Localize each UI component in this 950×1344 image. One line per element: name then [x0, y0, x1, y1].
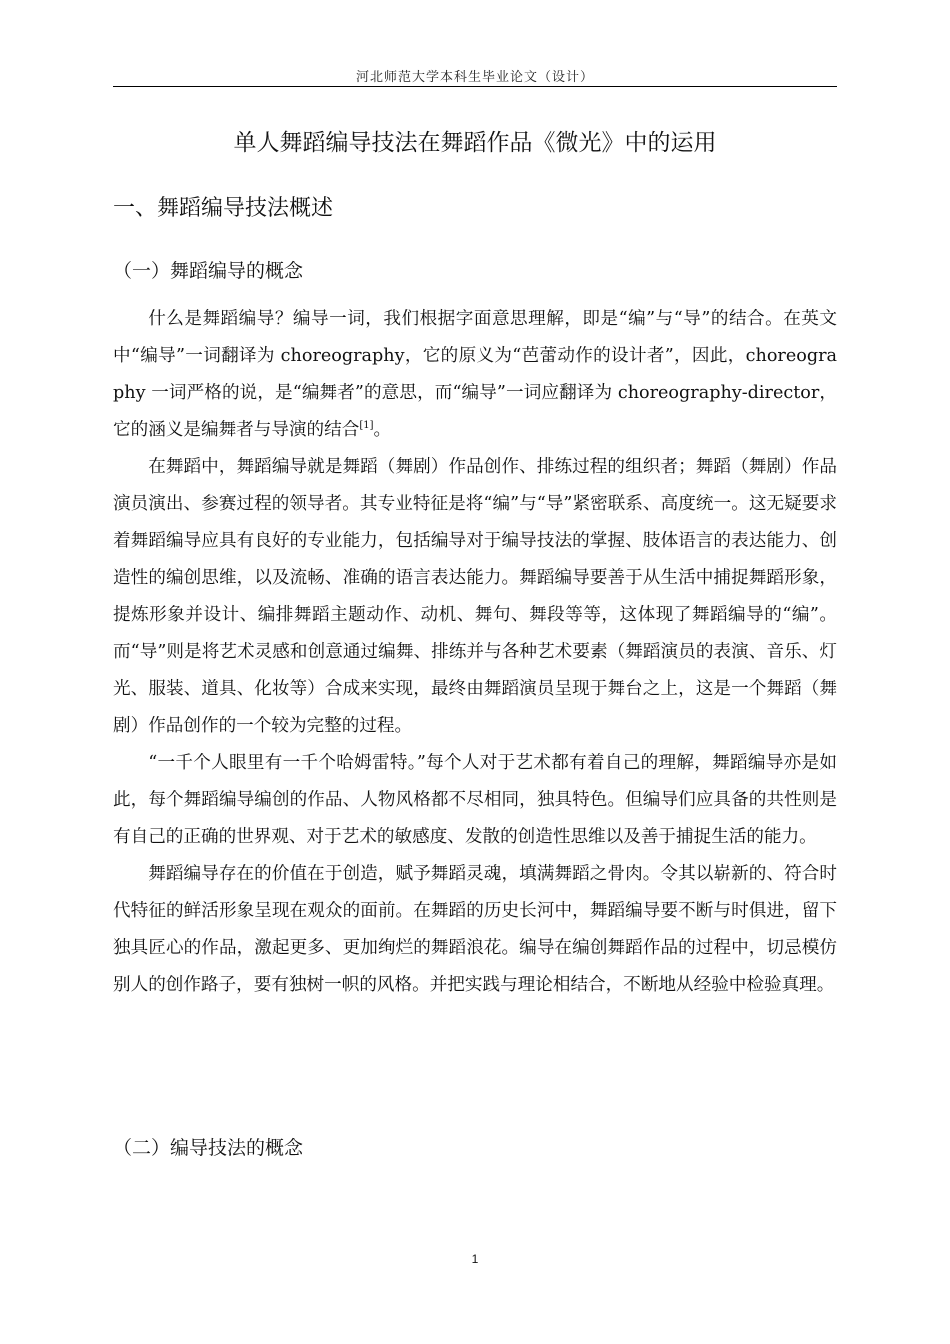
- paragraph-text: 在舞蹈中，舞蹈编导就是舞蹈（舞剧）作品创作、排练过程的组织者；舞蹈（舞剧）作品演员演出、参赛过程的领导者。其专业特征是将“编”与“导”紧密联系、高度统一。这无疑要求着舞蹈编导应具有良好的专业能力，包括编导对于编导技法的掌握、肢体语言的表达能力、创造性的编创思维，以及流畅、准确的语言表达能力。舞蹈编导要善于从生活中捕捉舞蹈形象，提炼形象并设计、编排舞蹈主题动作、动机、舞句、舞段等等，这体现了舞蹈编导的“编”。而“导”则是将艺术灵感和创意通过编舞、排练并与各种艺术要素（舞蹈演员的表演、音乐、灯光、服装、道具、化妆等）合成来实现，最终由舞蹈演员呈现于舞台之上，这是一个舞蹈（舞剧）作品创作的一个较为完整的过程。: [113, 457, 837, 736]
- subsection-heading-2: （二）编导技法的概念: [113, 1137, 304, 1159]
- paragraph: [113, 856, 837, 1004]
- section-heading-1: 一、舞蹈编导技法概述: [113, 196, 334, 221]
- page-number: 1: [471, 1252, 479, 1266]
- paragraph: [113, 449, 837, 745]
- running-header: 河北师范大学本科生毕业论文（设计）: [355, 70, 594, 85]
- document-title: 单人舞蹈编导技法在舞蹈作品《微光》中的运用: [233, 130, 717, 156]
- paragraph: [113, 745, 837, 856]
- paragraph-text: 舞蹈编导存在的价值在于创造，赋予舞蹈灵魂，填满舞蹈之骨肉。令其以崭新的、符合时代特征的鲜活形象呈现在观众的面前。在舞蹈的历史长河中，舞蹈编导要不断与时俱进，留下独具匠心的作品，激起更多、更加绚烂的舞蹈浪花。编导在编创舞蹈作品的过程中，切忌模仿别人的创作路子，要有独树一帜的风格。并把实践与理论相结合，不断地从经验中检验真理。: [113, 864, 837, 995]
- paragraph: [113, 301, 837, 449]
- paragraph-text: 什么是舞蹈编导？编导一词，我们根据字面意思理解，即是“编”与“导”的结合。在英文中“编导”一词翻译为 choreography，它的原义为“芭蕾动作的设计者”，因此，choreography 一词严格的说，是“编舞者”的意思，而“编导”一词应翻译为 choreography-director，它的涵义是编舞者与导演的结合: [113, 309, 837, 440]
- header-rule: [113, 86, 837, 87]
- subsection-heading-1: （一）舞蹈编导的概念: [113, 260, 304, 282]
- paragraph-tail: 。: [373, 420, 392, 440]
- citation-marker: [1]: [359, 420, 374, 432]
- body-text: [113, 301, 837, 1004]
- paragraph-text: “一千个人眼里有一千个哈姆雷特。”每个人对于艺术都有着自己的理解，舞蹈编导亦是如此，每个舞蹈编导编创的作品、人物风格都不尽相同，独具特色。但编导们应具备的共性则是有自己的正确的世界观、对于艺术的敏感度、发散的创造性思维以及善于捕捉生活的能力。: [113, 753, 837, 847]
